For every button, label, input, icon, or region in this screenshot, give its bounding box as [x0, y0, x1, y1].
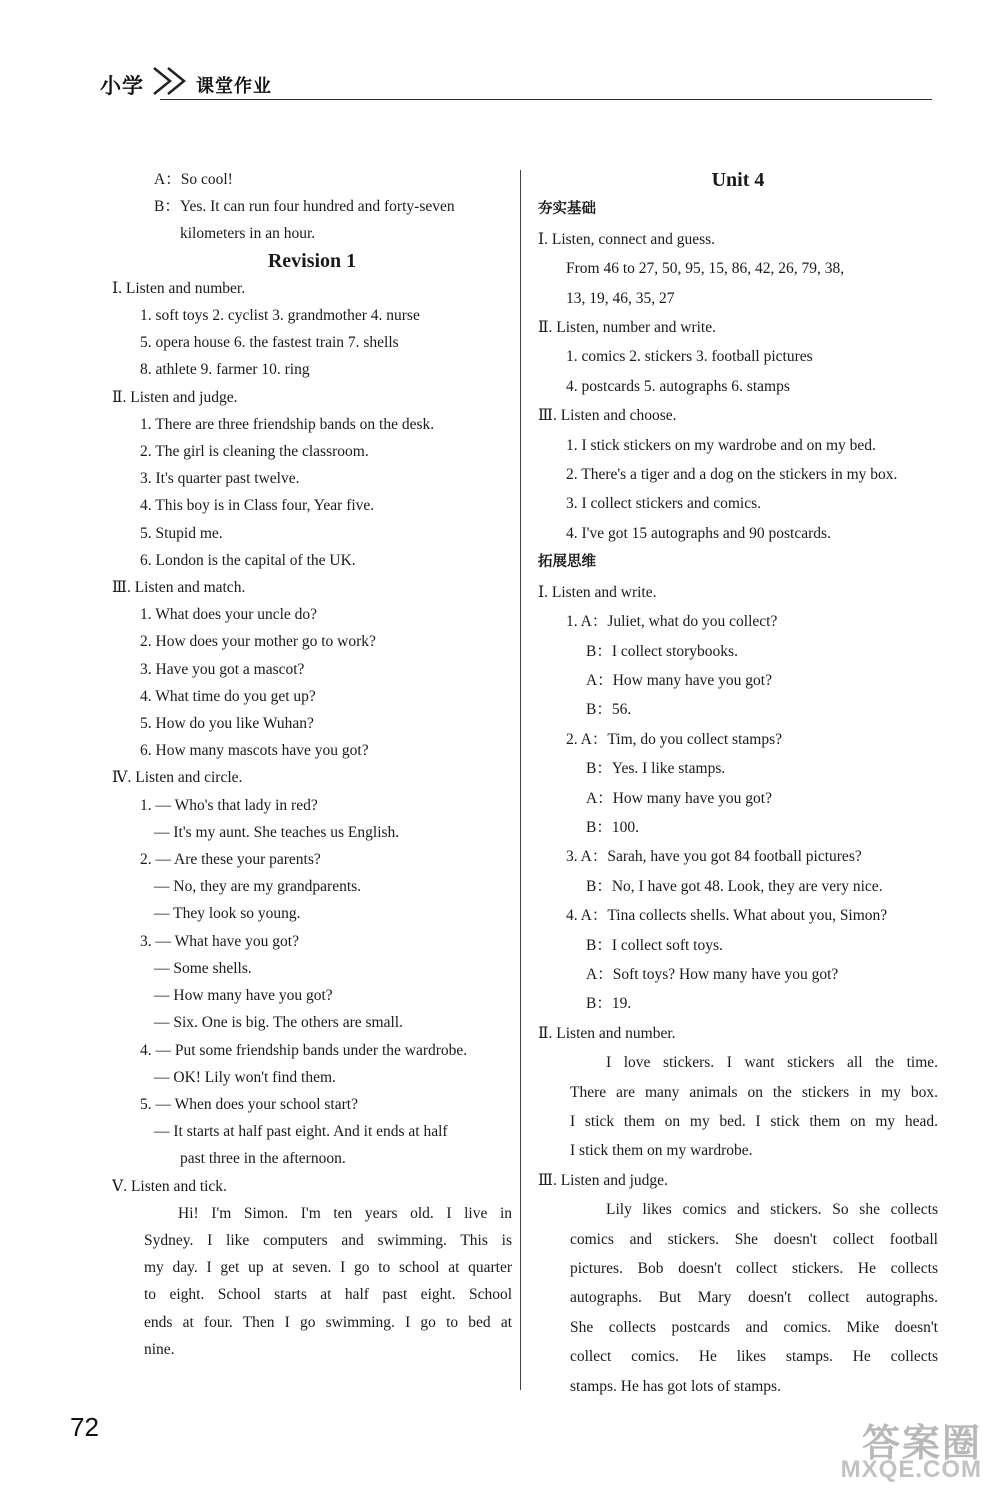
text-line: 4. What time do you get up? — [140, 687, 316, 705]
text-line: 3. It's quarter past twelve. — [140, 470, 300, 488]
left-lines — [112, 166, 512, 1200]
paragraph-line: nine. — [144, 1340, 175, 1358]
section-title: Revision 1 — [267, 249, 357, 272]
text-line: 4. A：Tina collects shells. What about you, Simon? — [566, 907, 888, 925]
paragraph-line: comics and stickers. She doesn't collect football — [570, 1230, 938, 1248]
subsection-title: 夯实基础 — [538, 201, 596, 218]
header-brand: 小学 — [100, 74, 144, 98]
text-line: 3. — What have you got? — [140, 932, 299, 950]
page-header — [100, 62, 932, 102]
text-line: 4. postcards 5. autographs 6. stamps — [566, 377, 790, 395]
right-paragraph-judge — [538, 1195, 938, 1401]
text-line: 4. I've got 15 autographs and 90 postcards. — [566, 524, 831, 542]
text-line: — How many have you got? — [154, 987, 333, 1005]
text-line: 5. How do you like Wuhan? — [140, 715, 314, 733]
text-line: 1. — Who's that lady in red? — [140, 796, 318, 814]
text-line: B：No, I have got 48. Look, they are very nice. — [586, 877, 883, 895]
right-column — [538, 166, 938, 1401]
text-line: B：Yes. It can run four hundred and forty-seven — [154, 198, 455, 216]
text-line: past three in the afternoon. — [180, 1150, 346, 1168]
right-lines — [538, 166, 938, 1048]
text-line: — Six. One is big. The others are small. — [154, 1014, 403, 1032]
text-line: 5. — When does your school start? — [140, 1095, 358, 1113]
double-chevron-icon — [150, 64, 194, 98]
section-heading: Ⅱ. Listen and judge. — [112, 388, 238, 406]
text-line: 1. comics 2. stickers 3. football pictures — [566, 348, 813, 366]
text-line: B：19. — [586, 995, 632, 1013]
paragraph-line: ends at four. Then I go swimming. I go to bed at — [144, 1313, 512, 1331]
paragraph-line: to eight. School starts at half past eight. School — [144, 1286, 512, 1304]
paragraph-line: autographs. But Mary doesn't collect autographs. — [570, 1289, 938, 1307]
header-title: 课堂作业 — [196, 76, 272, 97]
text-line: — It starts at half past eight. And it ends at half — [154, 1123, 448, 1141]
text-line: — No, they are my grandparents. — [154, 878, 362, 896]
text-line: 5. Stupid me. — [140, 524, 223, 542]
text-line: — It's my aunt. She teaches us English. — [154, 823, 400, 841]
text-line: kilometers in an hour. — [180, 225, 316, 243]
paragraph-line: There are many animals on the stickers in my box. — [570, 1083, 938, 1101]
text-line: B：100. — [586, 818, 639, 836]
text-line: 1. I stick stickers on my wardrobe and on my bed. — [566, 436, 876, 454]
text-line: 3. A：Sarah, have you got 84 football pictures? — [566, 848, 862, 866]
text-line: From 46 to 27, 50, 95, 15, 86, 42, 26, 79, 38, — [566, 260, 845, 278]
section-heading: Ⅴ. Listen and tick. — [112, 1177, 227, 1195]
text-line: — Some shells. — [154, 959, 252, 977]
text-line: 2. The girl is cleaning the classroom. — [140, 443, 369, 461]
left-column — [112, 166, 512, 1363]
text-line: 8. athlete 9. farmer 10. ring — [140, 361, 310, 379]
text-line: B：Yes. I like stamps. — [586, 760, 726, 778]
section-heading: Ⅲ. Listen and judge. — [538, 1171, 668, 1189]
text-line: A：How many have you got? — [586, 789, 772, 807]
text-line: B：56. — [586, 701, 632, 719]
watermark-url: MXQE.COM — [840, 1456, 982, 1483]
paragraph-line: I love stickers. I want stickers all the time. — [606, 1054, 938, 1072]
text-line: 2. There's a tiger and a dog on the stickers in my box. — [566, 466, 898, 484]
paragraph-line: She collects postcards and comics. Mike doesn't — [570, 1318, 938, 1336]
text-line: B：I collect soft toys. — [586, 936, 723, 954]
page-number: 72 — [70, 1412, 99, 1442]
paragraph-line: collect comics. He likes stamps. He collects — [570, 1348, 938, 1366]
text-line: 2. How does your mother go to work? — [140, 633, 376, 651]
section-title: Unit 4 — [711, 169, 765, 191]
section-heading: Ⅱ. Listen and number. — [538, 1024, 676, 1042]
paragraph-line: Sydney. I like computers and swimming. This is — [144, 1231, 512, 1249]
text-line: A：Soft toys? How many have you got? — [586, 965, 839, 983]
text-line: 3. I collect stickers and comics. — [566, 495, 761, 513]
text-line: 4. This boy is in Class four, Year five. — [140, 497, 375, 515]
section-heading: Ⅱ. Listen, number and write. — [538, 319, 716, 337]
text-line: 5. opera house 6. the fastest train 7. shells — [140, 334, 399, 352]
watermark-logo-text: 答案圈 — [861, 1421, 982, 1465]
text-line: A：So cool! — [154, 171, 233, 188]
section-heading: Ⅰ. Listen and number. — [112, 279, 246, 297]
paragraph-line: my day. I get up at seven. I go to school at quarter — [144, 1259, 512, 1277]
section-heading: Ⅳ. Listen and circle. — [112, 769, 243, 787]
section-heading: Ⅰ. Listen and write. — [538, 583, 657, 601]
subsection-title: 拓展思维 — [538, 554, 596, 571]
header-rule — [160, 99, 932, 100]
text-line: 1. There are three friendship bands on the desk. — [140, 415, 435, 433]
text-line: 1. What does your uncle do? — [140, 606, 318, 624]
section-heading: Ⅲ. Listen and match. — [112, 579, 246, 597]
left-paragraph — [112, 1200, 512, 1363]
text-line: 2. — Are these your parents? — [140, 851, 321, 869]
paragraph-line: I stick them on my bed. I stick them on my head. — [570, 1113, 938, 1130]
section-heading: Ⅲ. Listen and choose. — [538, 407, 677, 425]
paragraph-line: Lily likes comics and stickers. So she collects — [606, 1201, 938, 1219]
text-line: 4. — Put some friendship bands under the wardrobe. — [140, 1041, 468, 1059]
section-heading: Ⅰ. Listen, connect and guess. — [538, 230, 716, 248]
text-line: — OK! Lily won't find them. — [154, 1068, 336, 1086]
watermark — [772, 1412, 982, 1484]
text-line: B：I collect storybooks. — [586, 642, 738, 660]
text-line: 6. London is the capital of the UK. — [140, 551, 356, 569]
text-line: 2. A：Tim, do you collect stamps? — [566, 730, 782, 748]
text-line: 1. A：Juliet, what do you collect? — [566, 613, 778, 631]
text-line: — They look so young. — [154, 905, 301, 923]
column-divider — [520, 170, 521, 1390]
text-line: 3. Have you got a mascot? — [140, 660, 305, 678]
paragraph-line: pictures. Bob doesn't collect stickers. He collects — [570, 1260, 938, 1278]
text-line: 13, 19, 46, 35, 27 — [566, 289, 675, 307]
text-line: 6. How many mascots have you got? — [140, 742, 369, 760]
paragraph-line: I stick them on my wardrobe. — [570, 1142, 753, 1160]
paragraph-line: Hi! I'm Simon. I'm ten years old. I live in — [178, 1204, 512, 1222]
text-line: 1. soft toys 2. cyclist 3. grandmother 4. nurse — [140, 307, 420, 325]
right-paragraph-number — [538, 1048, 938, 1166]
text-line: A：How many have you got? — [586, 671, 772, 689]
paragraph-line: stamps. He has got lots of stamps. — [570, 1377, 781, 1395]
